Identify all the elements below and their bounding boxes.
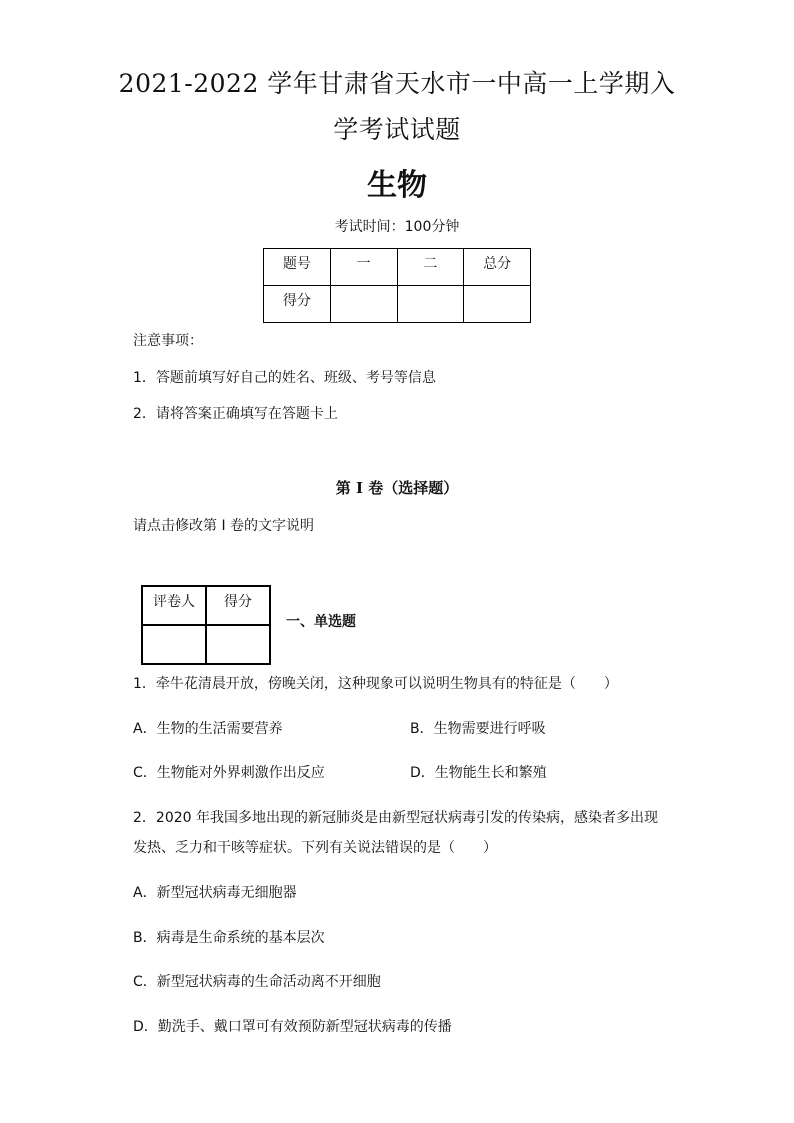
question-stem: 2．2020 年我国多地出现的新冠肺炎是由新型冠状病毒引发的传染病，感染者多出现 [133, 810, 658, 826]
section-title: 一、单选题 [286, 614, 356, 630]
part1-title: 第 I 卷（选择题） [335, 479, 459, 497]
option-c[interactable]: C．生物能对外界刺激作出反应 [133, 765, 325, 781]
grader-table-header: 评卷人 [142, 586, 206, 625]
option-d[interactable]: D．生物能生长和繁殖 [410, 765, 547, 781]
notes-title: 注意事项： [133, 333, 203, 349]
option-c[interactable]: C．新型冠状病毒的生命活动离不开细胞 [133, 974, 381, 990]
option-d[interactable]: D．勤洗手、戴口罩可有效预防新型冠状病毒的传播 [133, 1019, 452, 1035]
score-table-header: 二 [397, 249, 464, 286]
option-b[interactable]: B．病毒是生命系统的基本层次 [133, 930, 325, 946]
doc-title-line1: 2021-2022 学年甘肃省天水市一中高一上学期入 [118, 69, 676, 98]
notes-item: 1．答题前填写好自己的姓名、班级、考号等信息 [133, 370, 436, 386]
notes-item: 2．请将答案正确填写在答题卡上 [133, 406, 338, 422]
grader-cell[interactable] [142, 625, 206, 664]
score-table [263, 248, 531, 323]
grader-cell[interactable] [206, 625, 270, 664]
score-cell[interactable] [464, 286, 531, 323]
score-table-header: 一 [330, 249, 397, 286]
part1-description[interactable]: 请点击修改第 I 卷的文字说明 [133, 518, 315, 534]
score-cell[interactable] [397, 286, 464, 323]
score-table-header: 题号 [264, 249, 331, 286]
score-table-header: 总分 [464, 249, 531, 286]
grader-table [141, 585, 271, 665]
doc-title-line2: 学考试试题 [333, 115, 461, 144]
question-stem-cont: 发热、乏力和干咳等症状。下列有关说法错误的是（ ） [133, 840, 497, 856]
option-b[interactable]: B．生物需要进行呼吸 [410, 721, 546, 737]
subject-title: 生物 [367, 168, 427, 203]
exam-time: 考试时间：100分钟 [334, 219, 460, 235]
score-cell[interactable] [330, 286, 397, 323]
grader-table-header: 得分 [206, 586, 270, 625]
option-a[interactable]: A．生物的生活需要营养 [133, 721, 283, 737]
score-row-label: 得分 [264, 286, 331, 323]
option-a[interactable]: A．新型冠状病毒无细胞器 [133, 885, 297, 901]
question-stem: 1．牵牛花清晨开放，傍晚关闭，这种现象可以说明生物具有的特征是（ ） [133, 676, 618, 692]
